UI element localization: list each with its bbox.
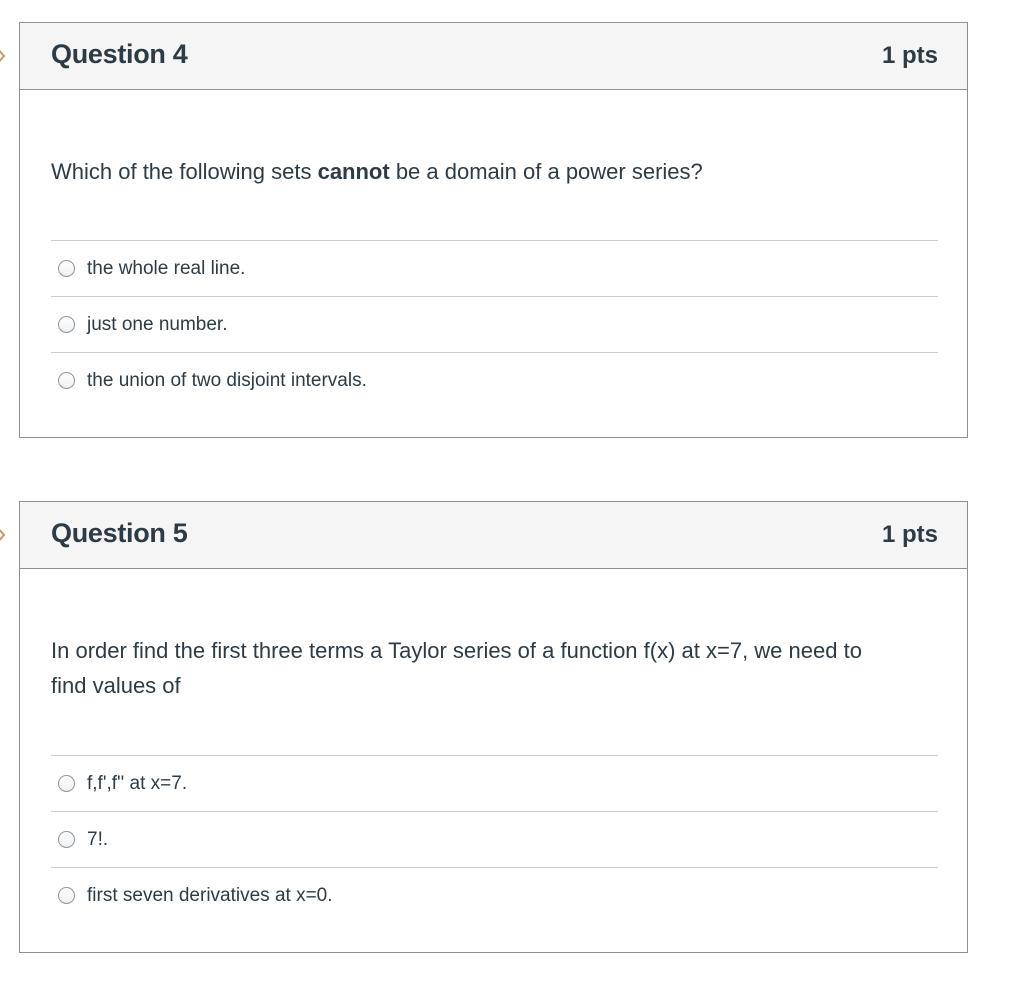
prompt-text: be a domain of a power series? bbox=[389, 159, 703, 184]
answer-option[interactable] bbox=[51, 811, 938, 867]
question-title: Question 4 bbox=[51, 39, 188, 69]
radio-button[interactable] bbox=[58, 831, 75, 848]
answer-label[interactable]: f,f',f'' at x=7. bbox=[87, 772, 188, 794]
radio-button[interactable] bbox=[58, 372, 75, 389]
answer-option[interactable] bbox=[51, 755, 938, 811]
question-header bbox=[20, 23, 967, 90]
prompt-line: In order find the first three terms a Taylor series of a function f(x) at x=7, we need to bbox=[51, 638, 862, 663]
answer-option[interactable] bbox=[51, 352, 938, 408]
answer-label[interactable]: 7!. bbox=[87, 828, 109, 850]
answer-list bbox=[51, 755, 938, 923]
question-4 bbox=[19, 22, 968, 438]
question-header bbox=[20, 502, 967, 569]
answer-option[interactable] bbox=[51, 867, 938, 923]
radio-button[interactable] bbox=[58, 775, 75, 792]
question-points: 1 pts bbox=[881, 521, 938, 548]
radio-button[interactable] bbox=[58, 260, 75, 277]
answer-label[interactable]: just one number. bbox=[87, 313, 228, 335]
answer-list bbox=[51, 240, 938, 408]
question-marker-icon bbox=[0, 525, 8, 545]
answer-option[interactable] bbox=[51, 296, 938, 352]
answer-label[interactable]: the union of two disjoint intervals. bbox=[87, 369, 367, 391]
answer-option[interactable] bbox=[51, 240, 938, 296]
radio-button[interactable] bbox=[58, 316, 75, 333]
question-prompt bbox=[51, 154, 703, 189]
prompt-text: Which of the following sets bbox=[51, 159, 318, 184]
prompt-line: find values of bbox=[51, 673, 181, 698]
question-points: 1 pts bbox=[881, 42, 938, 69]
question-5 bbox=[19, 501, 968, 953]
radio-button[interactable] bbox=[58, 887, 75, 904]
question-title: Question 5 bbox=[51, 518, 188, 548]
question-marker-icon bbox=[0, 46, 8, 66]
answer-label[interactable]: first seven derivatives at x=0. bbox=[87, 884, 333, 906]
question-prompt bbox=[51, 633, 951, 703]
prompt-emphasis: cannot bbox=[317, 159, 390, 184]
answer-label[interactable]: the whole real line. bbox=[87, 257, 246, 279]
